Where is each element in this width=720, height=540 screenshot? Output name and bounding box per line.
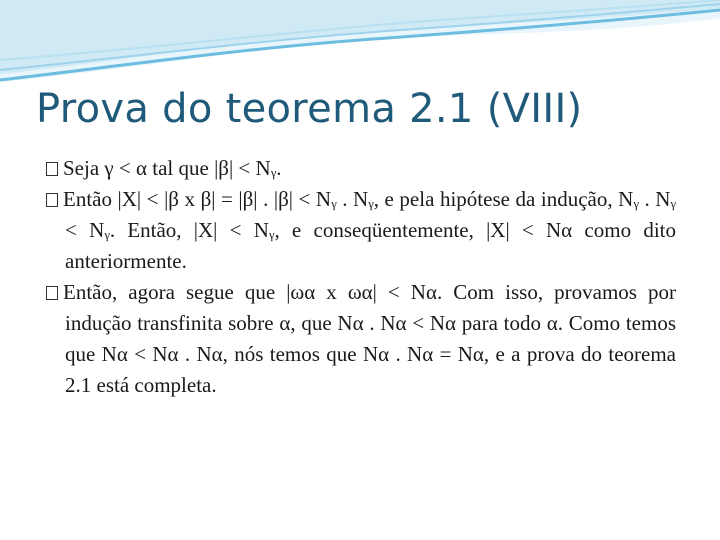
slide-title: Prova do teorema 2.1 (VIII) bbox=[36, 86, 583, 132]
bullet-box-icon bbox=[46, 162, 58, 176]
paragraph-3 bbox=[46, 277, 676, 401]
paragraph-2 bbox=[46, 184, 676, 277]
paragraph-text: Seja γ < α tal que |β| < Nᵧ. bbox=[63, 156, 282, 180]
bullet-box-icon bbox=[46, 286, 58, 300]
bullet-box-icon bbox=[46, 193, 58, 207]
paragraph-text: Então |X| < |β x β| = |β| . |β| < Nᵧ . Nᵧ, e pela hipótese da indução, Nᵧ . Nᵧ < Nᵧ. Então, |X| < Nᵧ, e conseqüentemente, |X| < Nα como dito anteriormente. bbox=[63, 187, 676, 273]
slide-body bbox=[46, 153, 676, 401]
paragraph-text: Então, agora segue que |ωα x ωα| < Nα. Com isso, provamos por indução transfinita sobre α, que Nα . Nα < Nα para todo α. Como temos que Nα < Nα . Nα, nós temos que Nα . Nα = Nα, e a prova do teorema 2.1 está completa. bbox=[63, 280, 676, 397]
paragraph-1 bbox=[46, 153, 676, 184]
header-wave-decoration bbox=[0, 0, 720, 95]
